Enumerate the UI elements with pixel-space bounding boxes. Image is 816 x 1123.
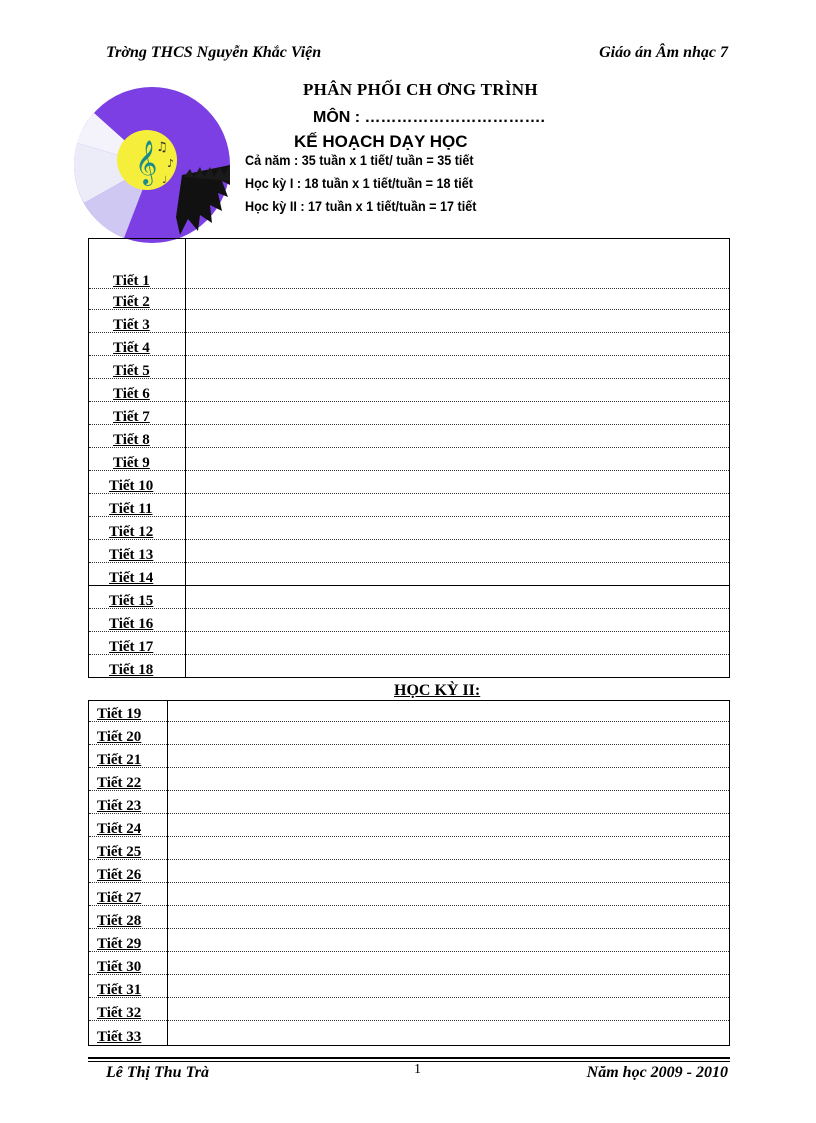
table-row — [89, 1021, 729, 1045]
svg-text:♫: ♫ — [156, 140, 168, 155]
lesson-label: Tiết 32 — [97, 1005, 142, 1021]
lesson-label: Tiết 10 — [109, 478, 154, 494]
table-row — [89, 563, 729, 586]
lesson-label: Tiết 2 — [113, 294, 150, 310]
table-row — [89, 609, 729, 632]
lesson-label: Tiết 20 — [97, 729, 142, 745]
document-title: PHÂN PHỐI CH ƠNG TRÌNH — [303, 80, 538, 99]
table-row — [89, 768, 729, 791]
lesson-label: Tiết 7 — [113, 409, 150, 425]
lesson-label: Tiết 13 — [109, 547, 154, 563]
table-row — [89, 310, 729, 333]
footer-rule — [88, 1057, 730, 1059]
svg-text:♪: ♪ — [167, 157, 175, 170]
table-row — [89, 289, 729, 310]
lesson-label: Tiết 25 — [97, 844, 142, 860]
page-number: 1 — [414, 1062, 421, 1077]
plan-title: KẾ HOẠCH DẠY HỌC — [294, 132, 468, 151]
lesson-label: Tiết 28 — [97, 913, 142, 929]
lesson-label: Tiết 31 — [97, 982, 142, 998]
lesson-label: Tiết 5 — [113, 363, 150, 379]
lesson-label: Tiết 21 — [97, 752, 142, 768]
lesson-label: Tiết 27 — [97, 890, 142, 906]
lesson-label: Tiết 19 — [97, 706, 142, 722]
table-row — [89, 239, 729, 289]
lesson-label: Tiết 17 — [109, 639, 154, 655]
semester1-table — [88, 238, 730, 678]
info-year: Cả năm : 35 tuần x 1 tiết/ tuần = 35 tiết — [245, 152, 474, 168]
header-subject: Giáo án Âm nhạc 7 — [599, 44, 728, 61]
footer-author: Lê Thị Thu Trà — [106, 1064, 209, 1081]
table-row — [89, 402, 729, 425]
lesson-label: Tiết 1 — [113, 273, 150, 289]
lesson-label: Tiết 23 — [97, 798, 142, 814]
lesson-label: Tiết 22 — [97, 775, 142, 791]
table-row — [89, 722, 729, 745]
semester2-title: HỌC KỲ II: — [394, 682, 481, 699]
lesson-label: Tiết 33 — [97, 1029, 142, 1045]
info-semester1: Học kỳ I : 18 tuần x 1 tiết/tuần = 18 tiết — [245, 175, 473, 191]
header-school: Trờng THCS Nguyễn Khắc Viện — [106, 44, 322, 61]
lesson-label: Tiết 30 — [97, 959, 142, 975]
subject-line: MÔN : ……………………………. — [313, 109, 545, 126]
lesson-label: Tiết 6 — [113, 386, 150, 402]
table-row — [89, 517, 729, 540]
table-row — [89, 701, 729, 722]
lesson-label: Tiết 11 — [109, 501, 153, 517]
table-row — [89, 494, 729, 517]
footer-rule — [88, 1061, 730, 1062]
table-row — [89, 791, 729, 814]
table-row — [89, 975, 729, 998]
table-row — [89, 379, 729, 402]
lesson-label: Tiết 9 — [113, 455, 150, 471]
lesson-label: Tiết 18 — [109, 662, 154, 678]
lesson-label: Tiết 15 — [109, 593, 154, 609]
table-row — [89, 952, 729, 975]
lesson-label: Tiết 29 — [97, 936, 142, 952]
semester2-table — [88, 700, 730, 1046]
table-row — [89, 448, 729, 471]
lesson-label: Tiết 3 — [113, 317, 150, 333]
lesson-label: Tiết 8 — [113, 432, 150, 448]
svg-text:𝄞: 𝄞 — [135, 140, 158, 184]
table-row — [89, 655, 729, 678]
music-disc-logo — [72, 85, 232, 245]
table-row — [89, 632, 729, 655]
table-row — [89, 837, 729, 860]
lesson-label: Tiết 14 — [109, 570, 154, 586]
table-row — [89, 883, 729, 906]
lesson-label: Tiết 4 — [113, 340, 150, 356]
info-semester2: Học kỳ II : 17 tuần x 1 tiết/tuần = 17 tiết — [245, 198, 477, 214]
table-row — [89, 425, 729, 448]
table-row — [89, 471, 729, 494]
footer-year: Năm học 2009 - 2010 — [586, 1064, 728, 1081]
svg-text:♩: ♩ — [162, 175, 167, 186]
table-row — [89, 333, 729, 356]
table-row — [89, 540, 729, 563]
lesson-label: Tiết 26 — [97, 867, 142, 883]
table-row — [89, 586, 729, 609]
table-row — [89, 860, 729, 883]
table-row — [89, 906, 729, 929]
table-row — [89, 745, 729, 768]
table-row — [89, 814, 729, 837]
table-row — [89, 356, 729, 379]
lesson-label: Tiết 12 — [109, 524, 154, 540]
table-row — [89, 998, 729, 1021]
lesson-label: Tiết 24 — [97, 821, 142, 837]
lesson-label: Tiết 16 — [109, 616, 154, 632]
table-row — [89, 929, 729, 952]
